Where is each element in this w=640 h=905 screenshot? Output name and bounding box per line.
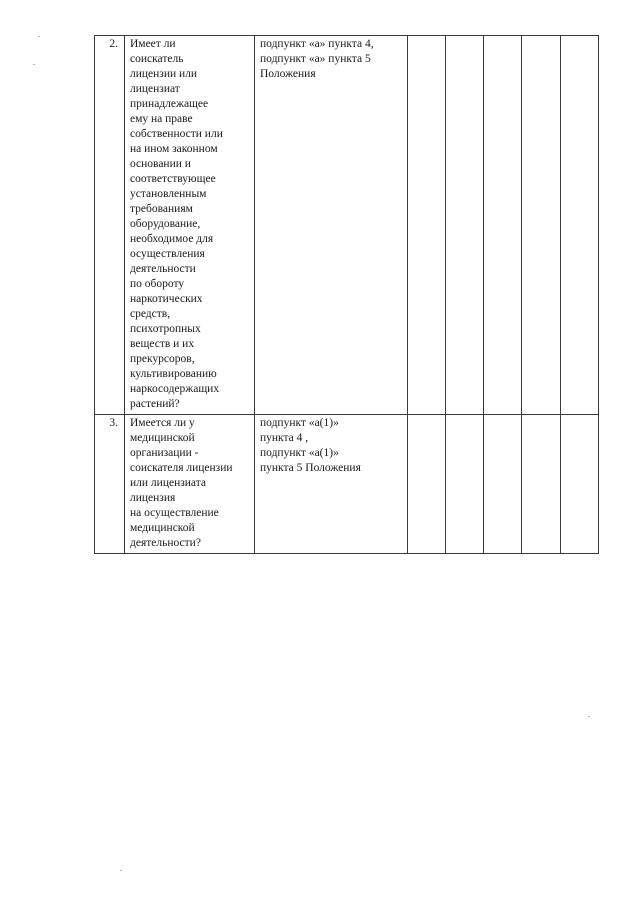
question-cell: Имеет ли соискатель лицензии или лицензиат принадлежащее ему на праве собственности или на ином законном основании и соответствующее установленным требованиям оборудование, необходимое для осуществления деятельности по обороту наркотических средств, психотропных веществ и их прекурсоров, культивированию наркосодержащих растений? [125, 36, 255, 415]
empty-cell [522, 36, 561, 415]
checklist-table [94, 35, 599, 554]
table-row [95, 36, 599, 415]
empty-cell [446, 415, 484, 554]
empty-cell [408, 36, 446, 415]
reference-cell: подпункт «а» пункта 4, подпункт «а» пункта 5 Положения [255, 36, 408, 415]
scan-speck [38, 36, 40, 37]
question-cell: Имеется ли у медицинской организации - соискателя лицензии или лицензиата лицензия на осуществление медицинской деятельности? [125, 415, 255, 554]
empty-cell [484, 36, 522, 415]
empty-cell [561, 415, 599, 554]
scan-speck [33, 64, 35, 65]
empty-cell [446, 36, 484, 415]
empty-cell [484, 415, 522, 554]
row-number: 2. [95, 36, 125, 415]
row-number: 3. [95, 415, 125, 554]
empty-cell [408, 415, 446, 554]
empty-cell [561, 36, 599, 415]
empty-cell [522, 415, 561, 554]
reference-cell: подпункт «а(1)» пункта 4 , подпункт «а(1)» пункта 5 Положения [255, 415, 408, 554]
table-row [95, 415, 599, 554]
scan-speck [588, 716, 590, 717]
scan-speck [120, 870, 122, 871]
